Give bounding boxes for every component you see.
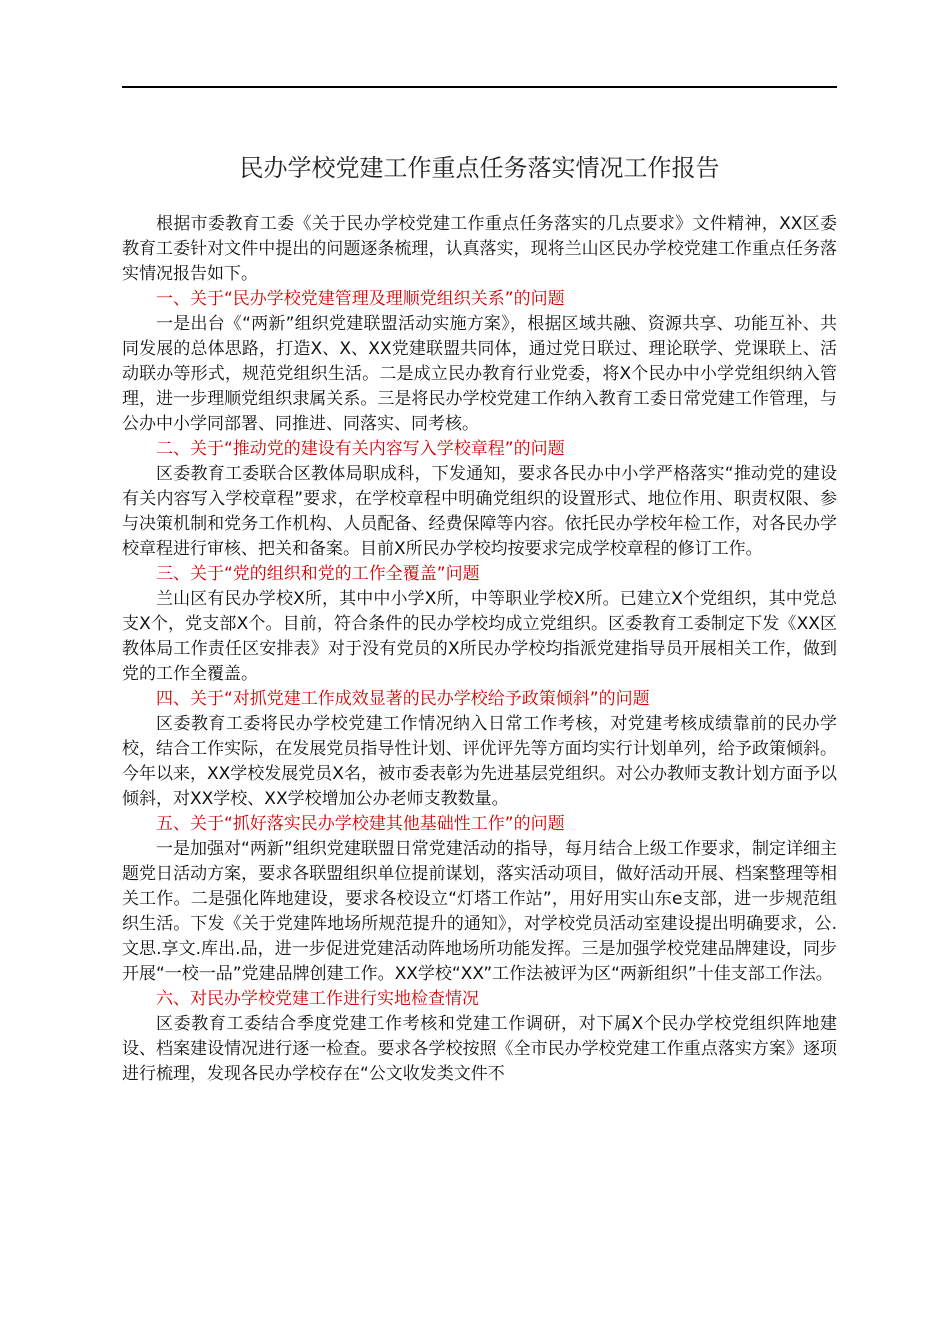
section-heading-4: 四、关于“对抓党建工作成效显著的民办学校给予政策倾斜”的问题 bbox=[156, 689, 650, 709]
section-heading-1: 一、关于“民办学校党建管理及理顺党组织关系”的问题 bbox=[156, 289, 565, 309]
document-body bbox=[122, 212, 837, 1087]
section-heading-2: 二、关于“推动党的建设有关内容写入学校章程”的问题 bbox=[156, 439, 565, 459]
header-rule bbox=[122, 86, 837, 88]
section-body-6: 区委教育工委结合季度党建工作考核和党建工作调研，对下属X个民办学校党组织阵地建设、档案建设情况进行逐一检查。要求各学校按照《全市民办学校党建工作重点落实方案》逐项进行梳理，发现各民办学校存在“公文收发类文件不 bbox=[122, 1014, 837, 1084]
section-body-5: 一是加强对“两新”组织党建联盟日常党建活动的指导，每月结合上级工作要求，制定详细主题党日活动方案，要求各联盟组织单位提前谋划，落实活动项目，做好活动开展、档案整理等相关工作。二是强化阵地建设，要求各校设立“灯塔工作站”，用好用实山东e支部，进一步规范组织生活。下发《关于党建阵地场所规范提升的通知》，对学校党员活动室建设提出明确要求，公.文思.享文.库出.品，进一步促进党建活动阵地场所功能发挥。三是加强学校党建品牌建设，同步开展“一校一品”党建品牌创建工作。XX学校“XX”工作法被评为区“两新组织”十佳支部工作法。 bbox=[122, 839, 837, 984]
section-body-3: 兰山区有民办学校X所，其中中小学X所，中等职业学校X所。已建立X个党组织，其中党总支X个，党支部X个。目前，符合条件的民办学校均成立党组织。区委教育工委制定下发《XX区教体局工作责任区安排表》对于没有党员的X所民办学校均指派党建指导员开展相关工作，做到党的工作全覆盖。 bbox=[122, 589, 837, 684]
section-heading-6: 六、对民办学校党建工作进行实地检查情况 bbox=[156, 989, 479, 1009]
section-heading-3: 三、关于“党的组织和党的工作全覆盖”问题 bbox=[156, 564, 480, 584]
section-body-1: 一是出台《“两新”组织党建联盟活动实施方案》，根据区域共融、资源共享、功能互补、共同发展的总体思路，打造X、X、XX党建联盟共同体，通过党日联过、理论联学、党课联上、活动联办等形式，规范党组织生活。二是成立民办教育行业党委，将X个民办中小学党组织纳入管理，进一步理顺党组织隶属关系。三是将民办学校党建工作纳入教育工委日常党建工作管理，与公办中小学同部署、同推进、同落实、同考核。 bbox=[122, 314, 837, 434]
section-body-2: 区委教育工委联合区教体局职成科，下发通知，要求各民办中小学严格落实“推动党的建设有关内容写入学校章程”要求，在学校章程中明确党组织的设置形式、地位作用、职责权限、参与决策机制和党务工作机构、人员配备、经费保障等内容。依托民办学校年检工作，对各民办学校章程进行审核、把关和备案。目前X所民办学校均按要求完成学校章程的修订工作。 bbox=[122, 464, 837, 559]
document-title: 民办学校党建工作重点任务落实情况工作报告 bbox=[239, 154, 720, 182]
intro-paragraph: 根据市委教育工委《关于民办学校党建工作重点任务落实的几点要求》文件精神，XX区委教育工委针对文件中提出的问题逐条梳理，认真落实，现将兰山区民办学校党建工作重点任务落实情况报告如下。 bbox=[122, 214, 837, 284]
section-body-4: 区委教育工委将民办学校党建工作情况纳入日常工作考核，对党建考核成绩靠前的民办学校，结合工作实际，在发展党员指导性计划、评优评先等方面均实行计划单列，给予政策倾斜。今年以来，XX学校发展党员X名，被市委表彰为先进基层党组织。对公办教师支教计划方面予以倾斜，对XX学校、XX学校增加公办老师支教数量。 bbox=[122, 714, 837, 809]
section-heading-5: 五、关于“抓好落实民办学校建其他基础性工作”的问题 bbox=[156, 814, 565, 834]
